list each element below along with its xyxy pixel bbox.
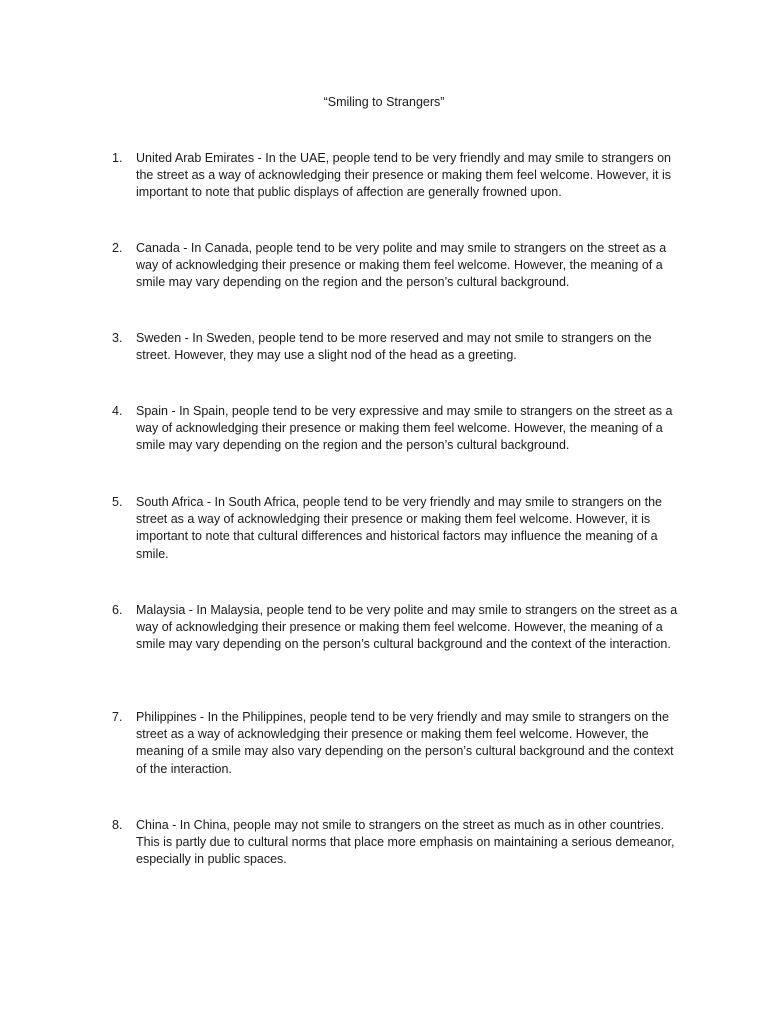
list-item-text: United Arab Emirates - In the UAE, people tend to be very friendly and may smile to strangers on the street as a way of acknowledging their presence or making them feel welcome. However, it is important to note that public displays of affection are generally frowned upon. (136, 151, 671, 200)
list-item-china (112, 817, 684, 869)
list-item-canada (112, 240, 684, 292)
list-item-number: 5. (112, 495, 123, 509)
list-item-uae (112, 150, 684, 202)
document-title: “Smiling to Strangers” (323, 95, 445, 109)
list-item-south-africa (112, 494, 684, 563)
list-item-number: 2. (112, 241, 123, 255)
list-item-number: 4. (112, 404, 123, 418)
list-item-malaysia (112, 602, 684, 654)
list-item-text: Malaysia - In Malaysia, people tend to be very polite and may smile to strangers on the street as a way of acknowledging their presence or making them feel welcome. However, the meaning of a smile may vary depending on the person’s cultural background and the context of the interaction. (136, 603, 678, 652)
list-item-number: 1. (112, 151, 123, 165)
list-item-philippines (112, 709, 684, 778)
list-item-text: Canada - In Canada, people tend to be very polite and may smile to strangers on the street as a way of acknowledging their presence or making them feel welcome. However, the meaning of a smile may vary depending on the region and the person’s cultural background. (136, 241, 667, 290)
list-item-text: South Africa - In South Africa, people tend to be very friendly and may smile to strangers on the street as a way of acknowledging their presence or making them feel welcome. However, it is important to note that cultural differences and historical factors may influence the meaning of a smile. (136, 495, 662, 561)
list-item-sweden (112, 330, 684, 364)
list-item-text: Spain - In Spain, people tend to be very expressive and may smile to strangers on the street as a way of acknowledging their presence or making them feel welcome. However, the meaning of a smile may vary depending on the region and the person’s cultural background. (136, 404, 673, 453)
list-item-number: 3. (112, 331, 123, 345)
list-item-text: Sweden - In Sweden, people tend to be more reserved and may not smile to strangers on the street. However, they may use a slight nod of the head as a greeting. (136, 331, 652, 363)
list-item-number: 6. (112, 603, 123, 617)
list-item-number: 8. (112, 818, 123, 832)
list-item-spain (112, 403, 684, 455)
list-item-text: Philippines - In the Philippines, people tend to be very friendly and may smile to strangers on the street as a way of acknowledging their presence or making them feel welcome. However, the meaning of a smile may also vary depending on the person’s cultural background and the context of the interaction. (136, 710, 674, 776)
list-item-number: 7. (112, 710, 123, 724)
list-item-text: China - In China, people may not smile to strangers on the street as much as in other countries. This is partly due to cultural norms that place more emphasis on maintaining a serious demeanor, especially in public spaces. (136, 818, 675, 867)
